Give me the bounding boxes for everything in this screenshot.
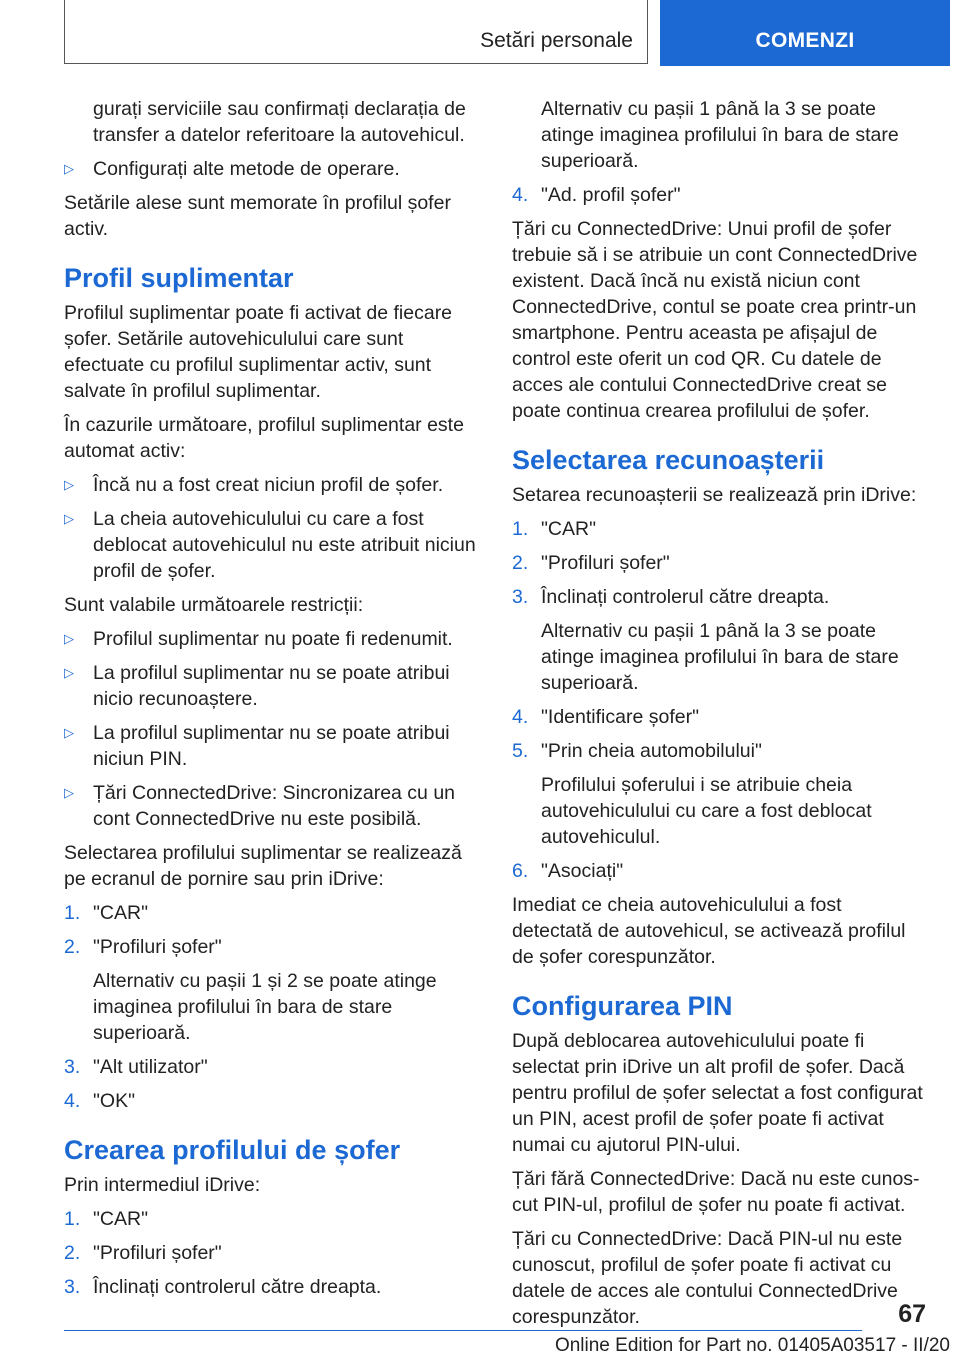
triangle-bullet-icon: ▷ bbox=[64, 665, 74, 680]
step-item: 1. "CAR" bbox=[512, 518, 597, 540]
step-item: 3. Înclinați controlerul către dreapta. bbox=[64, 1276, 382, 1298]
continued-step-note: Alternativ cu pașii 1 până la 3 se poate atinge imaginea profilului în bara de stare superioară. bbox=[541, 98, 899, 172]
steps-list-supplementary bbox=[64, 900, 476, 1114]
list-item: ▷ Țări ConnectedDrive: Sincronizarea cu un cont ConnectedDrive nu este posibilă. bbox=[64, 782, 456, 830]
list-item: ▷ La profilul suplimentar nu se poate atribui nicio recunoaștere. bbox=[64, 662, 450, 710]
cases-list bbox=[64, 472, 476, 584]
triangle-bullet-icon: ▷ bbox=[64, 477, 74, 492]
step-note: Alternativ cu pașii 1 până la 3 se poate atinge imaginea profilului în bara de stare superioară. bbox=[541, 620, 899, 694]
page-number: 67 bbox=[898, 1300, 926, 1328]
step-item: 4. "Identificare șofer" bbox=[512, 706, 699, 728]
steps-list-recognition bbox=[512, 516, 924, 884]
step-item: 1. "CAR" bbox=[64, 902, 149, 924]
step-note: Profilului șoferului i se atribuie cheia autovehiculului cu care a fost deblocat autovehiculul. bbox=[541, 774, 872, 848]
step-item: 5. "Prin cheia automobilului" Profilului șoferului i se atribuie cheia autovehiculului cu care a fost deblocat autovehiculul. bbox=[512, 738, 924, 850]
step-note: Alternativ cu pașii 1 și 2 se poate atinge imaginea profilului în bara de stare superioară. bbox=[93, 970, 437, 1044]
triangle-bullet-icon: ▷ bbox=[64, 725, 74, 740]
continued-text: gurați serviciile sau confirmați declarația de transfer a datelor referitoare la autovehicul. bbox=[93, 98, 466, 146]
heading-configurarea-pin: Configurarea PIN bbox=[512, 991, 733, 1021]
heading-profil-suplimentar: Profil suplimentar bbox=[64, 263, 294, 293]
paragraph: Profilul suplimentar poate fi activat de fiecare șofer. Setările autovehiculului care sunt efectuate cu profilul suplimentar activ, sunt salvate în profilul suplimentar. bbox=[64, 302, 453, 402]
step-item: 6. "Asociați" bbox=[512, 860, 624, 882]
step-item: 1. "CAR" bbox=[64, 1208, 149, 1230]
paragraph: Sunt valabile următoarele restricții: bbox=[64, 594, 364, 616]
triangle-bullet-icon: ▷ bbox=[64, 511, 74, 526]
step-item: 4. "OK" bbox=[64, 1090, 136, 1112]
continued-list bbox=[64, 156, 476, 182]
step-item: 4. "Ad. profil șofer" bbox=[512, 184, 681, 206]
paragraph: Țări cu ConnectedDrive: Dacă PIN-ul nu este cunoscut, profilul de șofer poate fi activat cu datele de acces ale contului ConnectedDrive corespunzător. bbox=[512, 1228, 903, 1328]
heading-crearea-profilului: Crearea profilului de șofer bbox=[64, 1135, 401, 1165]
step-item: 2. "Profiluri șofer" bbox=[64, 1242, 222, 1264]
triangle-bullet-icon: ▷ bbox=[64, 785, 74, 800]
page-header bbox=[64, 0, 950, 66]
chapter-tab[interactable]: COMENZI bbox=[660, 0, 950, 66]
paragraph: În cazurile următoare, profilul suplimentar este automat activ: bbox=[64, 414, 464, 462]
steps-list-create bbox=[64, 1206, 476, 1300]
list-item: ▷ Configurați alte metode de operare. bbox=[64, 158, 400, 180]
footer-divider bbox=[64, 1330, 862, 1331]
list-item: ▷ La profilul suplimentar nu se poate atribui niciun PIN. bbox=[64, 722, 450, 770]
paragraph: Țări cu ConnectedDrive: Unui profil de șofer trebuie să i se atribuie un cont ConnectedDrive existent. Dacă încă nu există niciun cont ConnectedDrive, contul se poate crea printr-un smartphone. Pentru aceasta pe afișajul de control este oferit un cod QR. Cu datele de acces ale contului ConnectedDrive creat se poate continua crearea profilului de șofer. bbox=[512, 218, 918, 422]
paragraph: Imediat ce cheia autovehiculului a fost detectată de autovehicul, se activează profilul de șofer corespunzător. bbox=[512, 894, 906, 968]
step-item: 3. "Alt utilizator" bbox=[64, 1056, 208, 1078]
right-column bbox=[512, 96, 924, 1338]
list-item: ▷ Încă nu a fost creat niciun profil de șofer. bbox=[64, 474, 444, 496]
continued-steps bbox=[512, 182, 924, 208]
paragraph: Prin intermediul iDrive: bbox=[64, 1174, 261, 1196]
paragraph: Setările alese sunt memorate în profilul șofer activ. bbox=[64, 192, 451, 240]
heading-selectarea-recunoasterii: Selectarea recunoașterii bbox=[512, 445, 825, 475]
step-item: 2. "Profiluri șofer" bbox=[512, 552, 670, 574]
list-item: ▷ La cheia autovehiculului cu care a fost deblocat autovehiculul nu este atribuit niciun profil de șofer. bbox=[64, 508, 476, 582]
restrictions-list bbox=[64, 626, 476, 832]
footer-edition-text: Online Edition for Part no. 01405A03517 - II/20 bbox=[554, 1335, 950, 1356]
step-item: 2. "Profiluri șofer" Alternativ cu pașii 1 și 2 se poate atinge imaginea profilului în bara de stare superioară. bbox=[64, 934, 476, 1046]
paragraph: Selectarea profilului suplimentar se realizează pe ecranul de pornire sau prin iDrive: bbox=[64, 842, 462, 890]
section-title: Setări personale bbox=[64, 0, 648, 64]
paragraph: După deblocarea autovehiculului poate fi selectat prin iDrive un alt profil de șofer. Dacă pentru profilul de șofer selectat a fost configurat un PIN, acest profil de șofer poate fi activat numai cu ajutorul PIN-ului. bbox=[512, 1030, 923, 1156]
triangle-bullet-icon: ▷ bbox=[64, 631, 74, 646]
paragraph: Țări fără ConnectedDrive: Dacă nu este cunoscut PIN-ul, profilul de șofer nu poate fi activat. bbox=[512, 1168, 920, 1216]
list-item: ▷ Profilul suplimentar nu poate fi redenumit. bbox=[64, 628, 453, 650]
triangle-bullet-icon: ▷ bbox=[64, 161, 74, 176]
left-column bbox=[64, 96, 476, 1308]
paragraph: Setarea recunoașterii se realizează prin iDrive: bbox=[512, 484, 917, 506]
step-item: 3. Înclinați controlerul către dreapta. Alternativ cu pașii 1 până la 3 se poate atinge imaginea profilului în bara de stare superioară. bbox=[512, 584, 924, 696]
